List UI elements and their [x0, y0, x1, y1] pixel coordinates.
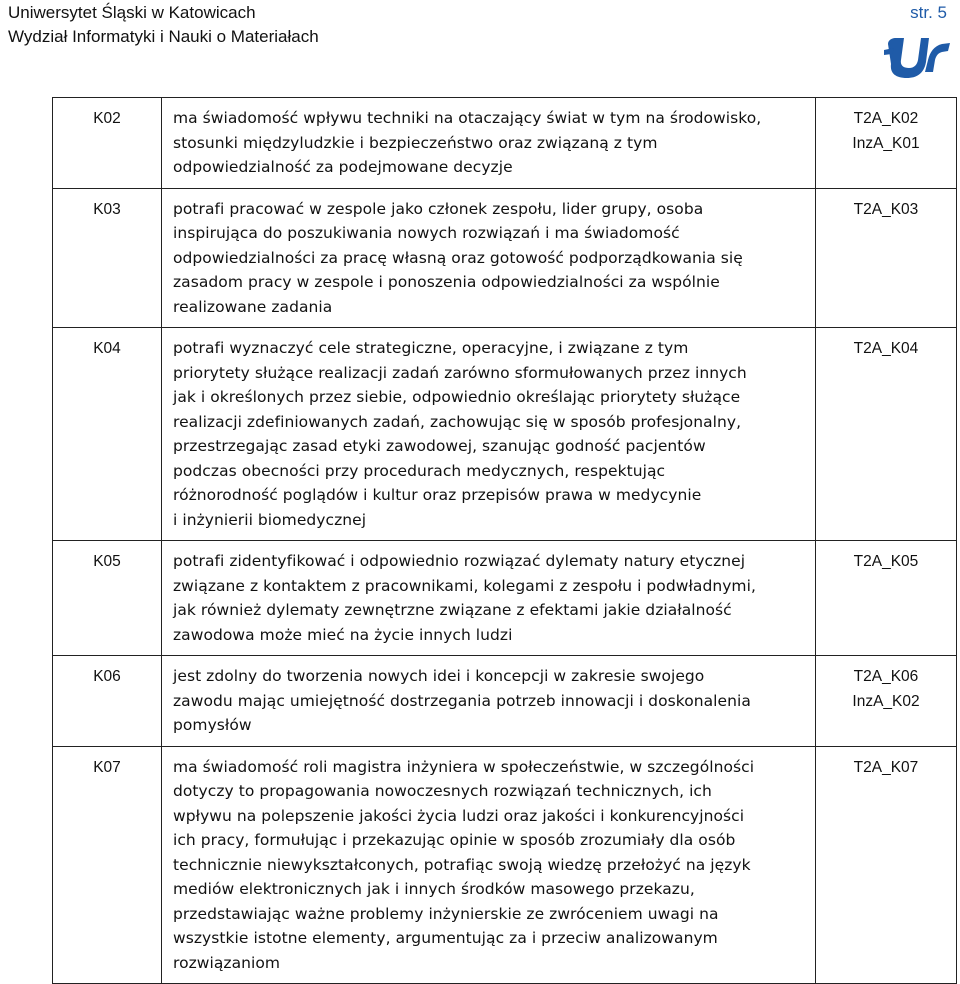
- description-line: związane z kontaktem z pracownikami, kolegami z zespołu i podwładnymi,: [173, 576, 756, 595]
- description-line: przestrzegając zasad etyki zawodowej, szanując godność pacjentów: [173, 437, 706, 455]
- description-line: zawodowa może mieć na życie innych ludzi: [173, 625, 513, 644]
- reference-code: T2A_K02: [853, 110, 919, 127]
- description-line: odpowiedzialność za podejmowane decyzje: [173, 158, 513, 176]
- outcome-code: K05: [53, 541, 162, 656]
- description-line: ich pracy, formułując i przekazując opinie w sposób zrozumiały dla osób: [173, 831, 736, 849]
- description-line: stosunki międzyludzkie i bezpieczeństwo oraz związaną z tym: [173, 133, 658, 152]
- outcome-references: [816, 746, 957, 984]
- reference-code: T2A_K03: [853, 200, 919, 218]
- outcome-references: [816, 541, 957, 656]
- description-line: jest zdolny do tworzenia nowych idei i koncepcji w zakresie swojego: [173, 667, 705, 685]
- learning-outcomes-table: [52, 97, 957, 984]
- description-line: potrafi wyznaczyć cele strategiczne, operacyjne, i związane z tym: [173, 339, 689, 357]
- outcome-code: K03: [53, 188, 162, 328]
- table-row: [53, 328, 957, 541]
- outcome-references: [816, 656, 957, 747]
- reference-code: T2A_K06: [853, 668, 919, 685]
- reference-code: InzA_K02: [852, 693, 920, 710]
- page-number: str. 5: [910, 3, 947, 22]
- description-line: mediów elektronicznych jak i innych środków masowego przekazu,: [173, 880, 695, 898]
- reference-code: InzA_K01: [852, 135, 920, 152]
- reference-code: T2A_K04: [853, 340, 919, 357]
- university-name: Uniwersytet Śląski w Katowicach: [8, 3, 256, 22]
- outcome-code: K07: [53, 746, 162, 984]
- outcome-description: [162, 656, 816, 747]
- outcome-references: [816, 188, 957, 328]
- description-line: ma świadomość wpływu techniki na otaczający świat w tym na środowisko,: [173, 109, 762, 127]
- outcome-description: [162, 188, 816, 328]
- description-line: technicznie niewykształconych, potrafiąc swoją wiedzę przełożyć na język: [173, 855, 751, 874]
- outcome-code: K04: [53, 328, 162, 541]
- description-line: zawodu mając umiejętność dostrzegania potrzeb innowacji i doskonalenia: [173, 691, 751, 710]
- description-line: potrafi pracować w zespole jako członek zespołu, lider grupy, osoba: [173, 199, 704, 218]
- table-row: [53, 98, 957, 189]
- description-line: odpowiedzialności za pracę własną oraz gotowość podporządkowania się: [173, 248, 743, 267]
- description-line: zasadom pracy w zespole i ponoszenia odpowiedzialności za wspólnie: [173, 273, 720, 291]
- table-row: [53, 746, 957, 984]
- outcome-code: K02: [53, 98, 162, 189]
- description-line: rozwiązaniom: [173, 953, 281, 972]
- description-line: i inżynierii biomedycznej: [173, 510, 367, 529]
- description-line: wszystkie istotne elementy, argumentując za i przeciw analizowanym: [173, 929, 718, 947]
- table-row: [53, 656, 957, 747]
- description-line: wpływu na polepszenie jakości życia ludzi oraz jakości i konkurencyjności: [173, 806, 745, 825]
- reference-code: T2A_K07: [853, 758, 919, 776]
- description-line: realizacji zdefiniowanych zadań, zachowując się w sposób profesjonalny,: [173, 412, 742, 431]
- description-line: pomysłów: [173, 716, 252, 734]
- outcome-description: [162, 746, 816, 984]
- university-logo-icon: [884, 30, 954, 86]
- description-line: różnorodność poglądów i kultur oraz przepisów prawa w medycynie: [173, 486, 702, 504]
- table-row: [53, 541, 957, 656]
- reference-code: T2A_K05: [853, 553, 919, 570]
- table-row: [53, 188, 957, 328]
- faculty-name: Wydział Informatyki i Nauki o Materiałach: [8, 27, 319, 46]
- outcome-description: [162, 541, 816, 656]
- description-line: przedstawiając ważne problemy inżynierskie ze zwróceniem uwagi na: [173, 904, 719, 923]
- description-line: podczas obecności przy procedurach medycznych, respektując: [173, 461, 666, 480]
- outcome-references: [816, 328, 957, 541]
- description-line: dotyczy to propagowania nowoczesnych rozwiązań technicznych, ich: [173, 782, 712, 800]
- outcome-description: [162, 98, 816, 189]
- description-line: potrafi zidentyfikować i odpowiednio rozwiązać dylematy natury etycznej: [173, 552, 746, 570]
- description-line: priorytety służące realizacji zadań zarówno sformułowanych przez innych: [173, 363, 747, 382]
- description-line: realizowane zadania: [173, 297, 333, 316]
- description-line: ma świadomość roli magistra inżyniera w społeczeństwie, w szczególności: [173, 757, 755, 776]
- outcome-code: K06: [53, 656, 162, 747]
- description-line: inspirująca do poszukiwania nowych rozwiązań i ma świadomość: [173, 224, 680, 242]
- description-line: jak również dylematy zewnętrzne związane z efektami jakie działalność: [173, 601, 732, 619]
- outcome-references: [816, 98, 957, 189]
- outcome-description: [162, 328, 816, 541]
- description-line: jak i określonych przez siebie, odpowiednio określając priorytety służące: [173, 388, 741, 406]
